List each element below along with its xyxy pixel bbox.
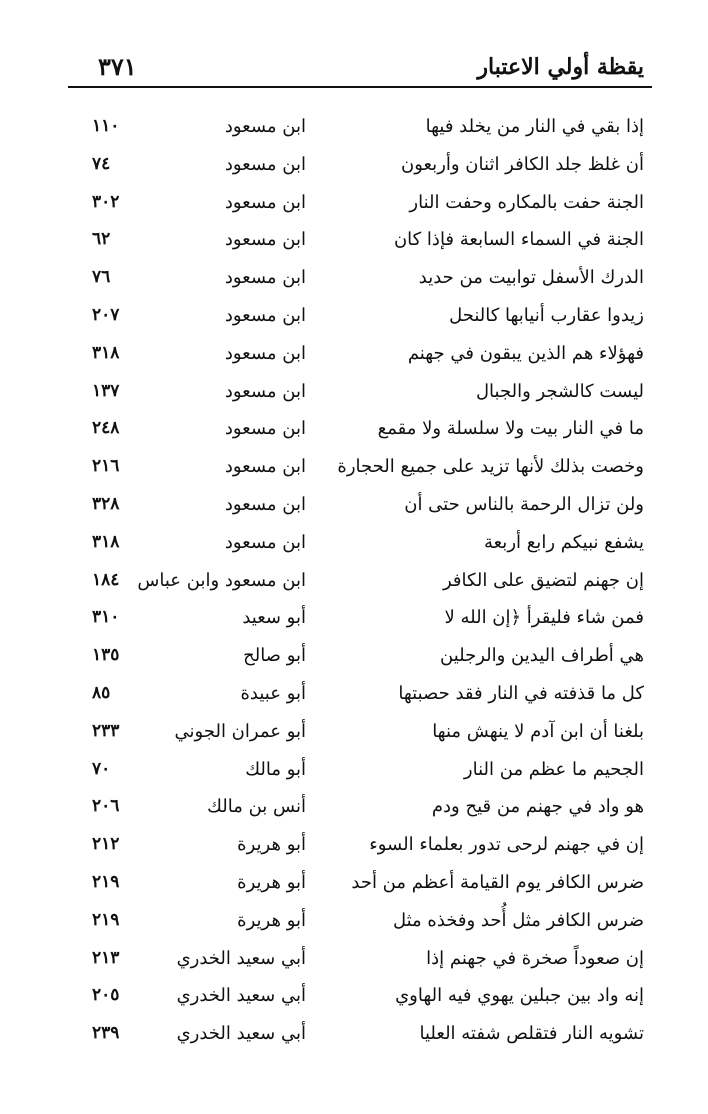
page-reference: ١٣٥	[92, 645, 120, 666]
index-row	[0, 528, 708, 566]
page-reference: ٢١٦	[92, 456, 120, 477]
page-reference: ٢٣٣	[92, 720, 120, 741]
page-reference: ١٨٤	[92, 569, 120, 590]
index-row	[0, 830, 708, 868]
index-row	[0, 679, 708, 717]
athar-text: زيدوا عقارب أنيابها كالنحل	[449, 304, 644, 326]
page-reference: ٢٠٥	[92, 985, 120, 1006]
running-title: يقظة أولي الاعتبار	[477, 54, 644, 80]
index-row	[0, 792, 708, 830]
page-reference: ٢٠٧	[92, 304, 120, 325]
narrator-name: ابن مسعود	[224, 116, 306, 137]
narrator-name: ابن مسعود	[224, 493, 306, 515]
athar-text: فهؤلاء هم الذين يبقون في جهنم	[407, 342, 644, 364]
narrator-name: ابن مسعود	[224, 531, 306, 553]
index-row	[0, 641, 708, 679]
athar-text: إن جهنم لتضيق على الكافر	[442, 569, 644, 591]
page-reference: ١٣٧	[92, 380, 120, 401]
athar-text: إن في جهنم لرحى تدور بعلماء السوء	[369, 834, 644, 856]
narrator-name: ابن مسعود	[224, 191, 306, 213]
athar-text: ضرس الكافر مثل أُحد وفخذه مثل	[392, 909, 644, 931]
narrator-name: أبو سعيد	[242, 607, 306, 629]
page-reference: ٢٣٩	[92, 1023, 120, 1044]
page-reference: ٧٦	[92, 267, 111, 288]
athar-text: ولن تزال الرحمة بالناس حتى أن	[404, 493, 644, 515]
page-reference: ٢٤٨	[92, 418, 120, 439]
page-reference: ٣١٨	[92, 342, 120, 363]
athar-text: كل ما قذفته في النار فقد حصبتها	[398, 682, 644, 704]
athar-text: يشفع نبيكم رابع أربعة	[483, 531, 644, 553]
index-row	[0, 717, 708, 755]
narrator-name: أبو صالح	[243, 645, 306, 667]
index-row	[0, 1019, 708, 1057]
page-reference: ٧٠	[92, 758, 111, 779]
page-reference: ٢١٣	[92, 947, 120, 968]
athar-text: الجحيم ما عظم من النار	[463, 758, 644, 780]
athar-index-list	[0, 112, 708, 1057]
page-reference: ٢٠٦	[92, 796, 120, 817]
athar-text: وخصت بذلك لأنها تزيد على جميع الحجارة	[337, 456, 644, 478]
narrator-name: ابن مسعود	[224, 304, 306, 326]
narrator-name: ابن مسعود	[224, 380, 306, 402]
page-header	[68, 44, 648, 86]
header-rule	[68, 86, 652, 88]
index-row	[0, 944, 708, 982]
page-number: ٣٧١	[98, 52, 137, 81]
narrator-name: ابن مسعود	[224, 456, 306, 478]
page-reference: ٦٢	[92, 229, 111, 250]
athar-text: هو واد في جهنم من قيح ودم	[431, 796, 644, 818]
page-reference: ٢١٩	[92, 871, 120, 892]
athar-text: أن غلظ جلد الكافر اثنان وأربعون	[400, 153, 644, 175]
index-row	[0, 906, 708, 944]
narrator-name: أبو مالك	[245, 758, 306, 780]
page-reference: ٣١٠	[92, 607, 120, 628]
page-reference: ٨٥	[92, 682, 111, 703]
index-row	[0, 301, 708, 339]
athar-text: بلغنا أن ابن آدم لا ينهش منها	[432, 720, 644, 742]
index-row	[0, 112, 708, 150]
athar-text: الدرك الأسفل توابيت من حديد	[418, 267, 644, 289]
page-reference: ٣٢٨	[92, 493, 120, 514]
athar-text: فمن شاء فليقرأ ﴿إن الله لا	[444, 607, 644, 629]
narrator-name: أبو هريرة	[237, 909, 306, 931]
narrator-name: أبو هريرة	[237, 871, 306, 893]
athar-text: ما في النار بيت ولا سلسلة ولا مقمع	[377, 418, 644, 440]
narrator-name: ابن مسعود	[224, 229, 306, 251]
narrator-name: أبو عبيدة	[240, 682, 306, 704]
page-reference: ٧٤	[92, 153, 111, 174]
narrator-name: أنس بن مالك	[207, 796, 306, 818]
narrator-name: ابن مسعود	[224, 342, 306, 364]
index-row	[0, 263, 708, 301]
athar-text: إنه واد بين جبلين يهوي فيه الهاوي	[395, 985, 644, 1007]
index-row	[0, 603, 708, 641]
index-row	[0, 452, 708, 490]
page-reference: ٣١٨	[92, 531, 120, 552]
narrator-name: ابن مسعود	[224, 153, 306, 175]
narrator-name: أبي سعيد الخدري	[176, 1023, 306, 1045]
athar-text: الجنة حفت بالمكاره وحفت النار	[409, 191, 644, 213]
index-row	[0, 339, 708, 377]
index-row	[0, 225, 708, 263]
page-reference: ٢١٢	[92, 834, 120, 855]
athar-text: هي أطراف اليدين والرجلين	[440, 645, 644, 667]
narrator-name: أبو هريرة	[237, 834, 306, 856]
athar-text: الجنة في السماء السابعة فإذا كان	[393, 229, 644, 251]
athar-text: تشويه النار فتقلص شفته العليا	[419, 1023, 644, 1045]
athar-text: إذا بقي في النار من يخلد فيها	[425, 116, 644, 137]
page-reference: ٣٠٢	[92, 191, 120, 212]
page-reference: ٢١٩	[92, 909, 120, 930]
athar-text: إن صعوداً صخرة في جهنم إذا	[426, 947, 644, 969]
athar-text: ضرس الكافر يوم القيامة أعظم من أحد	[351, 871, 644, 893]
index-row	[0, 377, 708, 415]
index-row	[0, 188, 708, 226]
narrator-name: ابن مسعود	[224, 418, 306, 440]
narrator-name: أبو عمران الجوني	[174, 720, 306, 742]
narrator-name: ابن مسعود	[224, 267, 306, 289]
narrator-name: أبي سعيد الخدري	[176, 985, 306, 1007]
narrator-name: ابن مسعود وابن عباس	[137, 569, 306, 591]
narrator-name: أبي سعيد الخدري	[176, 947, 306, 969]
index-row	[0, 566, 708, 604]
page-reference: ١١٠	[92, 116, 120, 136]
index-row	[0, 150, 708, 188]
athar-text: ليست كالشجر والجبال	[475, 380, 644, 402]
index-row	[0, 755, 708, 793]
index-row	[0, 868, 708, 906]
index-row	[0, 490, 708, 528]
index-row	[0, 981, 708, 1019]
index-row	[0, 414, 708, 452]
